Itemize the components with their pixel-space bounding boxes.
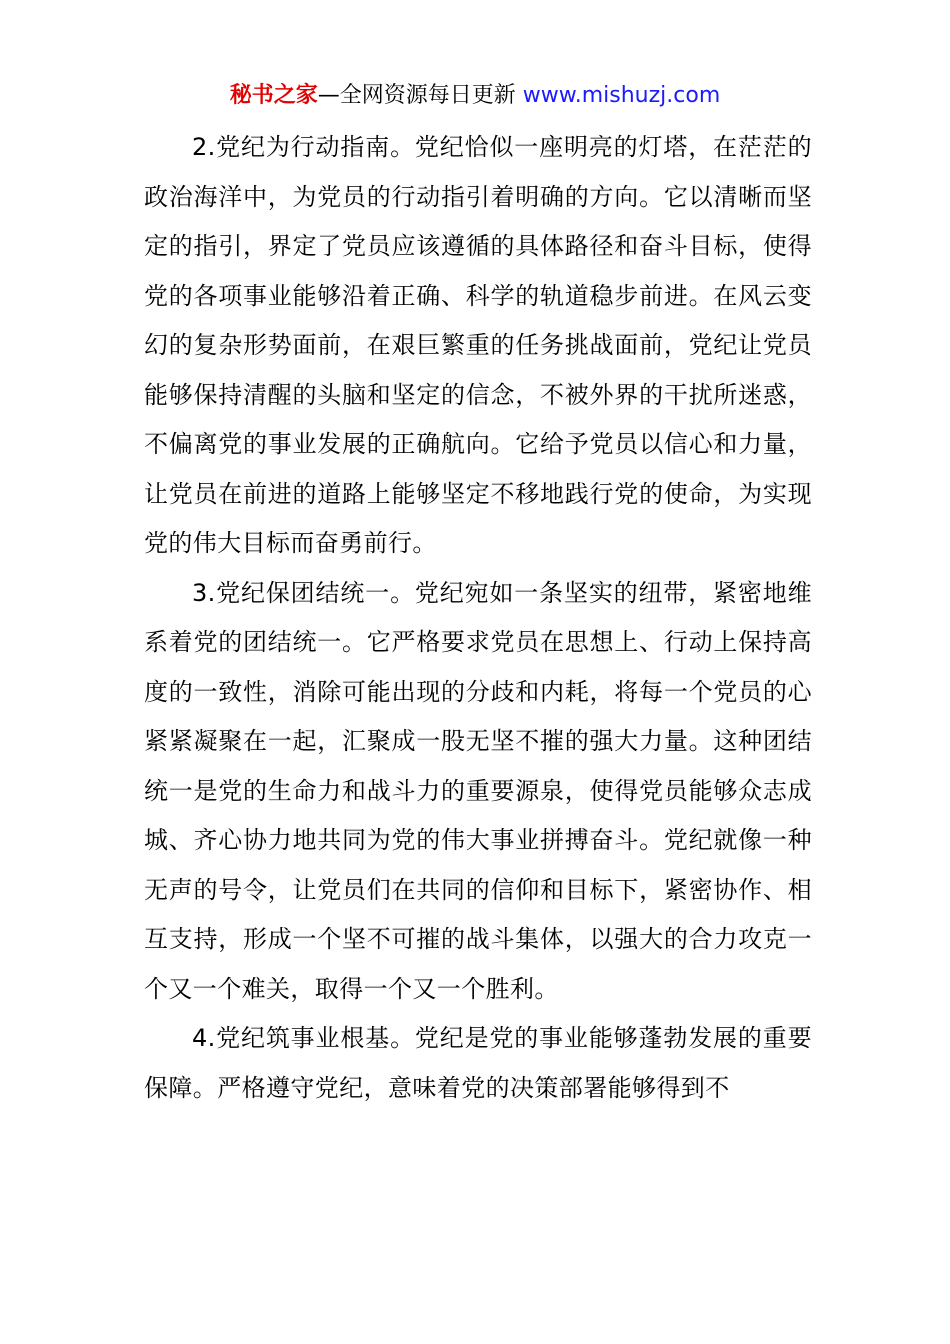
site-header <box>0 78 950 114</box>
paragraph-2: 2.党纪为行动指南。党纪恰似一座明亮的灯塔，在茫茫的政治海洋中，为党员的行动指引着明确的方向。它以清晰而坚定的指引，界定了党员应该遵循的具体路径和奋斗目标，使得党的各项事业能够沿着正确、科学的轨道稳步前进。在风云变幻的复杂形势面前，在艰巨繁重的任务挑战面前，党纪让党员能够保持清醒的头脑和坚定的信念，不被外界的干扰所迷惑，不偏离党的事业发展的正确航向。它给予党员以信心和力量，让党员在前进的道路上能够坚定不移地践行党的使命，为实现党的伟大目标而奋勇前行。 <box>144 133 812 557</box>
document-body <box>144 123 812 1113</box>
site-url-link[interactable]: www.mishuzj.com <box>522 83 721 108</box>
site-brand: 秘书之家 <box>229 83 318 108</box>
paragraph-3: 3.党纪保团结统一。党纪宛如一条坚实的纽带，紧密地维系着党的团结统一。它严格要求党员在思想上、行动上保持高度的一致性，消除可能出现的分歧和内耗，将每一个党员的心紧紧凝聚在一起，汇聚成一股无坚不摧的强大力量。这种团结统一是党的生命力和战斗力的重要源泉，使得党员能够众志成城、齐心协力地共同为党的伟大事业拼搏奋斗。党纪就像一种无声的号令，让党员们在共同的信仰和目标下，紧密协作、相互支持，形成一个坚不可摧的战斗集体，以强大的合力攻克一个又一个难关，取得一个又一个胜利。 <box>144 578 812 1003</box>
site-tagline: —全网资源每日更新 <box>317 83 516 108</box>
paragraph-4: 4.党纪筑事业根基。党纪是党的事业能够蓬勃发展的重要保障。严格遵守党纪，意味着党的决策部署能够得到不 <box>144 1024 812 1102</box>
